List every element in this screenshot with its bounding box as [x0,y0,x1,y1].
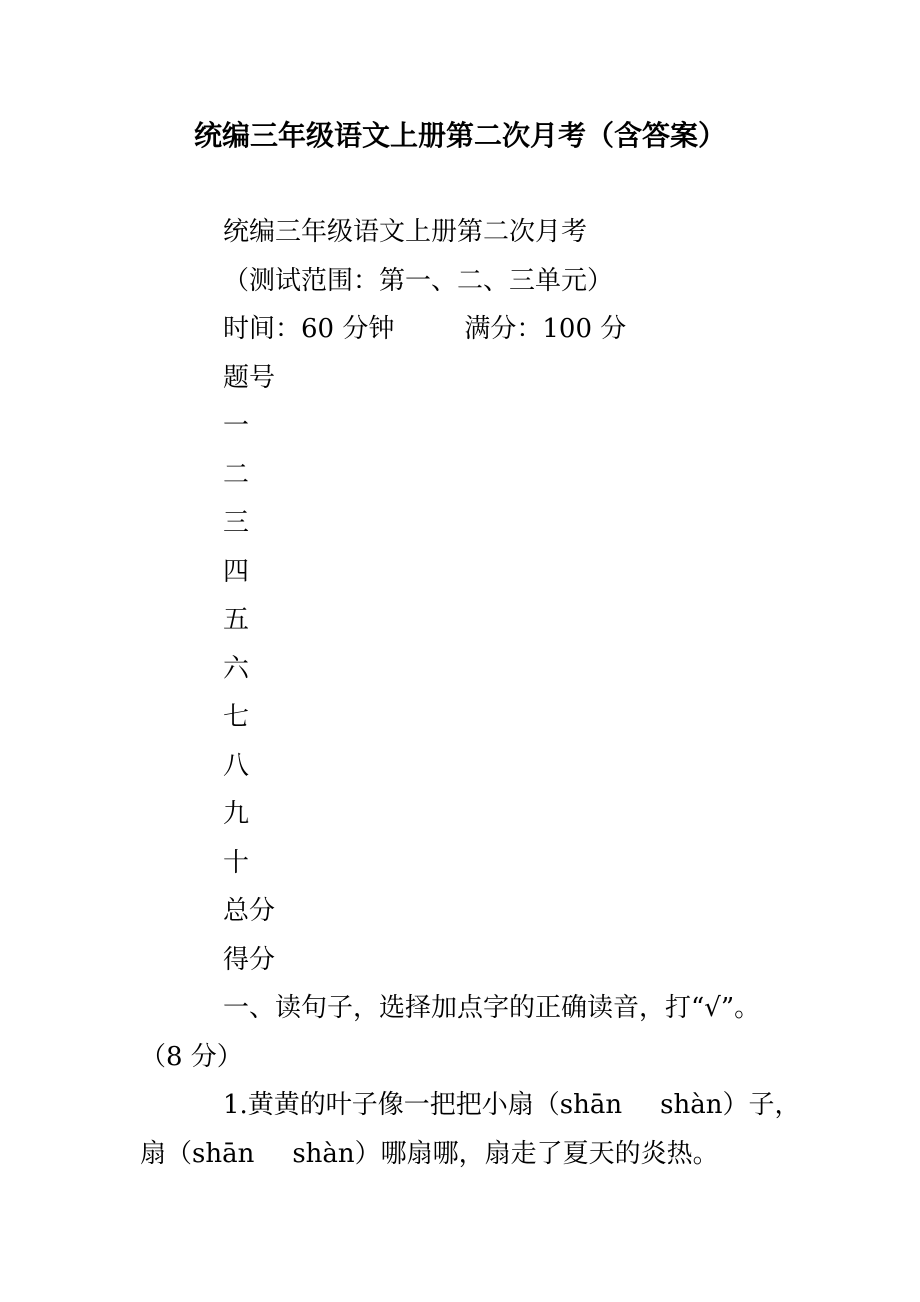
question-1-part-1: 1.黄黄的叶子像一把把小扇（shān [223,1090,623,1120]
document-title: 统编三年级语文上册第二次月考（含答案） [193,119,726,152]
document-body [140,208,800,1178]
table-row-1: 一 [223,411,250,441]
question-1-part-3: 扇（shān [140,1138,255,1169]
table-row-3: 三 [223,508,250,538]
table-row-6: 六 [223,653,250,684]
table-row-4: 四 [223,556,250,587]
table-row-8: 八 [223,750,250,781]
table-row-10: 十 [223,847,250,878]
table-row-2: 二 [223,459,250,490]
section1-heading: 一、读句子，选择加点字的正确读音，打“√”。 [223,993,761,1023]
table-row-label: 题号 [223,362,276,393]
exam-subtitle: 统编三年级语文上册第二次月考 [223,217,588,247]
section1-points: （8 分） [140,1041,243,1072]
test-scope: （测试范围：第一、二、三单元） [223,265,614,296]
time-score-line [140,305,800,354]
question-1-line-1 [140,1081,800,1130]
question-1-part-2: shàn）子， [660,1090,801,1120]
time-label: 时间：60 分钟 [223,314,395,344]
question-1-part-4: shàn）哪扇哪，扇走了夏天的炎热。 [292,1138,719,1169]
table-row-score: 得分 [223,944,276,975]
table-row-5: 五 [223,605,250,635]
question-1-line-2 [140,1130,800,1179]
table-row-7: 七 [223,702,250,732]
score-label: 满分：100 分 [464,314,627,344]
table-row-9: 九 [223,799,250,829]
table-row-total: 总分 [223,896,276,926]
